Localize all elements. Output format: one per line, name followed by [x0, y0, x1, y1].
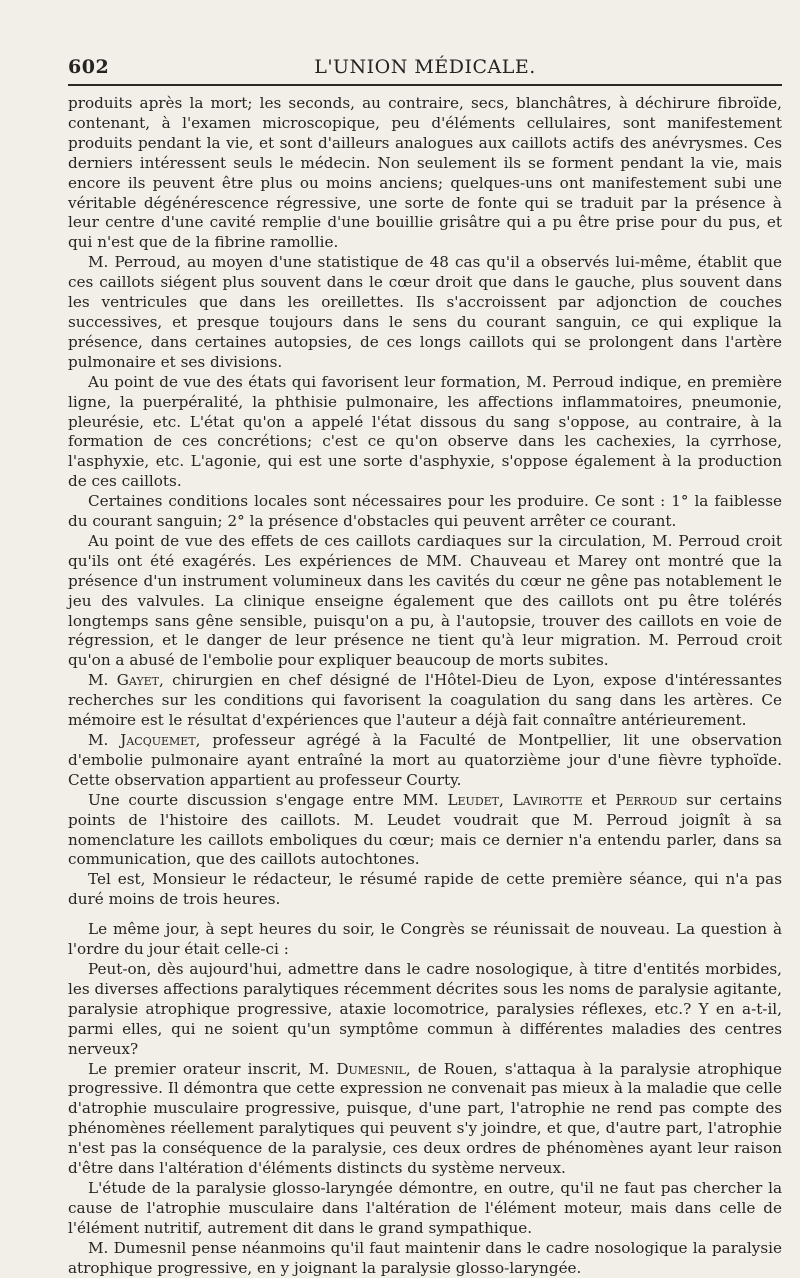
- paragraph-session-summary: Tel est, Monsieur le rédacteur, le résumé rapide de cette première séance, qui n'a pas duré moins de trois heures.: [68, 870, 782, 909]
- article-body: [68, 94, 782, 1278]
- paragraph-circulation-effects: Au point de vue des effets de ces caillots cardiaques sur la circulation, M. Perroud croit qu'ils ont été exagérés. Les expériences de MM. Chauveau et Marey ont montré que la présence d'un instrument volumineux dans les cavités du cœur ne gêne pas notablement le jeu des valvules. La clinique enseigne également que des caillots ont pu être tolérés longtemps sans gêne sensible, puisqu'on a pu, à l'autopsie, trouver des caillots en voie de régression, et le danger de leur présence ne tient qu'à leur migration. M. Perroud croit qu'on a abusé de l'embolie pour expliquer beaucoup de morts subites.: [68, 531, 782, 670]
- speaker-name: Lavirotte: [512, 790, 583, 809]
- speaker-name: Leudet: [447, 790, 500, 809]
- paragraph-dumesnil: Le premier orateur inscrit, M. Dumesnil, de Rouen, s'attaqua à la paralysie atrophique progressive. Il démontra que cette expression ne convenait pas mieux à la maladie que celle d'atrophie musculaire progressive, puisque, d'une part, l'atrophie ne rend pas compte des phénomènes réellement paralytiques qui peuvent s'y joindre, et que, d'autre part, l'atrophie n'est pas la conséquence de la paralysie, ces deux ordres de phénomènes ayant leur raison d'être dans l'altération d'éléments distincts du système nerveux.: [68, 1059, 782, 1178]
- paragraph-glosso-laryngeal: L'étude de la paralysie glosso-laryngée démontre, en outre, qu'il ne faut pas chercher la cause de l'atrophie musculaire dans l'altération de l'élément moteur, mais dans celle de l'élément nutritif, autrement dit dans le grand sympathique.: [68, 1178, 782, 1237]
- paragraph-jacquemet: M. Jacquemet, professeur agrégé à la Faculté de Montpellier, lit une observation d'embolie pulmonaire ayant entraîné la mort au quatorzième jour d'une fièvre typhoïde. Cette observation appartient au professeur Courty.: [68, 731, 782, 789]
- paragraph-evening-session: Le même jour, à sept heures du soir, le Congrès se réunissait de nouveau. La question à l'ordre du jour était celle-ci :: [68, 920, 782, 959]
- journal-title: L'UNION MÉDICALE.: [314, 56, 536, 78]
- paragraph-discussion: Une courte discussion s'engage entre MM. Leudet, Lavirotte et Perroud sur certains points de l'histoire des caillots. M. Leudet voudrait que M. Perroud joignît à sa nomenclature les caillots emboliques du cœur; mais ce dernier n'a entendu parler, dans sa communication, que des caillots autochtones.: [68, 790, 783, 869]
- paragraph-question: Peut-on, dès aujourd'hui, admettre dans le cadre nosologique, à titre d'entités morbides, les diverses affections paralytiques récemment décrites sous les noms de paralysie agitante, paralysie atrophique progressive, ataxie locomotrice, paralysies réflexes, etc.? Y en a-t-il, parmi elles, qui ne soient qu'un symptôme commun à différentes maladies des centres nerveux?: [68, 959, 782, 1058]
- page-number: 602: [68, 56, 110, 78]
- paragraph-perroud-statistics: M. Perroud, au moyen d'une statistique de 48 cas qu'il a observés lui-même, établit que ces caillots siégent plus souvent dans le cœur droit que dans le gauche, plus souvent dans les ventricules que dans les oreillettes. Ils s'accroissent par adjonction de couches successives, et presque toujours dans le sens du courant sanguin, ce qui explique la présence, dans certaines autopsies, de ces longs caillots qui se prolongent dans l'artère pulmonaire et ses divisions.: [68, 253, 782, 371]
- paragraph-favoring-states: Au point de vue des états qui favorisent leur formation, M. Perroud indique, en première ligne, la puerpéralité, la phthisie pulmonaire, les affections inflammatoires, pneumonie, pleurésie, etc. L'état qu'on a appelé l'état dissous du sang s'oppose, au contraire, à la formation de ces concrétions; c'est ce qu'on observe dans les cachexies, la cyrrhose, l'asphyxie, etc. L'agonie, qui est une sorte d'asphyxie, s'oppose également à la production de ces caillots.: [68, 372, 782, 491]
- speaker-name: M. Jacquemet: [88, 731, 196, 749]
- paragraph-clot-types: produits après la mort; les seconds, au contraire, secs, blanchâtres, à déchirure fibroïde, contenant, à l'examen microscopique, peu d'éléments cellulaires, sont manifestement produits pendant la vie, et sont d'ailleurs analogues aux caillots actifs des anévrysmes. Ces derniers intéressent seuls le médecin. Non seulement ils se forment pendant la vie, mais encore ils peuvent être plus ou moins anciens; quelques-uns ont manifestement subi une véritable dégénérescence régressive, une sorte de fonte qui se traduit par la présence à leur centre d'une cavité remplie d'une bouillie grisâtre qui a pu être prise pour du pus, et qui n'est que de la fibrine ramollie.: [68, 94, 782, 252]
- paragraph-gayet: M. Gayet, chirurgien en chef désigné de l'Hôtel-Dieu de Lyon, expose d'intéressantes recherches sur les conditions qui favorisent la coagulation du sang dans les artères. Ce mémoire est le résultat d'expériences que l'auteur a déjà fait connaître antérieurement.: [68, 671, 782, 730]
- speaker-name: M. Gayet: [88, 671, 159, 690]
- paragraph-local-conditions: Certaines conditions locales sont nécessaires pour les produire. Ce sont : 1° la faiblesse du courant sanguin; 2° la présence d'obstacles qui peuvent arrêter ce courant.: [68, 492, 782, 531]
- speaker-name: Perroud: [615, 790, 678, 809]
- running-head: [68, 54, 782, 86]
- speaker-name: Dumesnil: [336, 1059, 406, 1078]
- paragraph-conclusion: M. Dumesnil pense néanmoins qu'il faut maintenir dans le cadre nosologique la paralysie atrophique progressive, en y joignant la paralysie glosso-laryngée.: [68, 1238, 782, 1277]
